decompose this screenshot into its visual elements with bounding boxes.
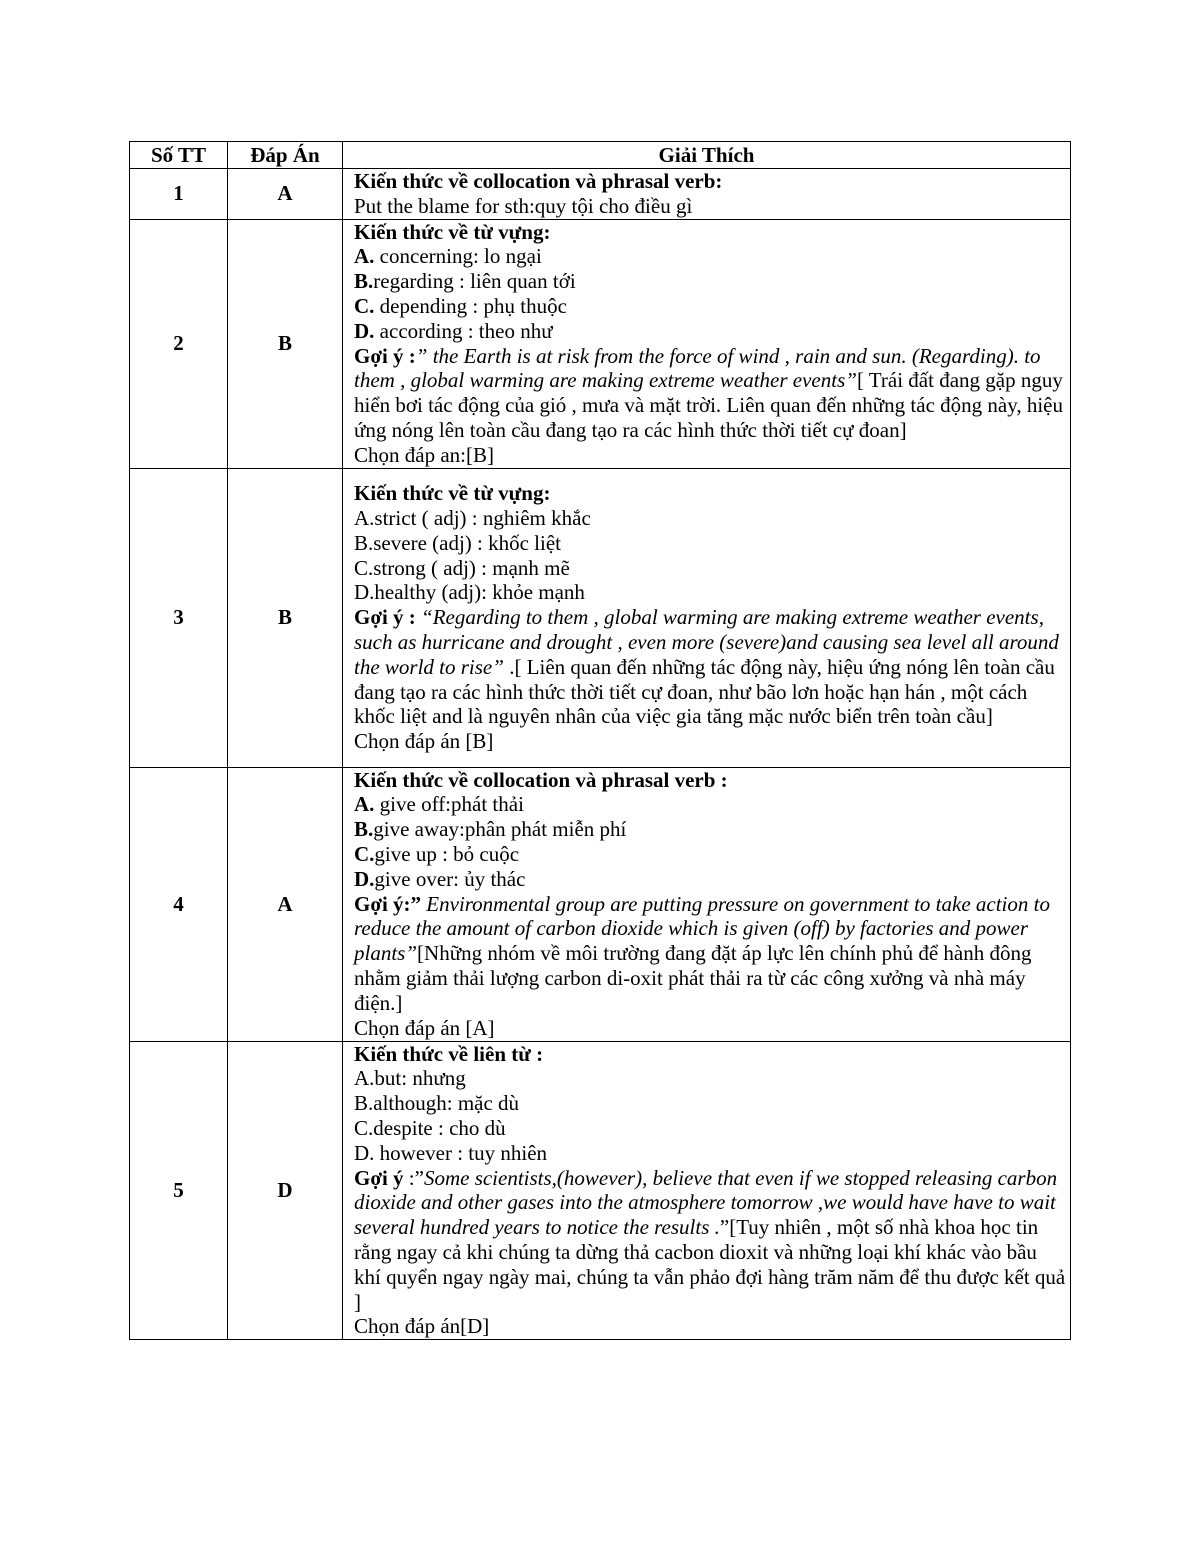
row-explanation bbox=[343, 219, 1071, 468]
row-explanation bbox=[343, 767, 1071, 1041]
row-answer: A bbox=[228, 169, 343, 220]
option-d: D. however : tuy nhiên bbox=[354, 1140, 548, 1165]
table-row bbox=[130, 169, 1071, 220]
chosen-answer: Chọn đáp an:[B] bbox=[354, 442, 494, 467]
row-answer: B bbox=[228, 468, 343, 767]
option-b: B.although: mặc dù bbox=[354, 1091, 520, 1116]
hint-translation: [ Trái đất đang gặp nguy hiển bơi tác động của gió , mưa và mặt trời. Liên quan đến những tác động này, hiệu ứng nóng lên toàn cầu đang tạo ra các hình thức thời tiết cự đoan] bbox=[354, 368, 1064, 442]
explanation-heading: Kiến thức về collocation và phrasal verb: bbox=[354, 169, 723, 193]
hint-quote: Some scientists,(however), believe that even if we stopped releasing carbon dioxide and other gases into the atmosphere tomorrow ,we would have have to wait several hundred years to notice the results . bbox=[354, 1165, 1058, 1240]
explanation-heading: Kiến thức về từ vựng: bbox=[354, 481, 551, 506]
hint-colon: :” bbox=[403, 1165, 424, 1190]
hint-paragraph bbox=[354, 1166, 1066, 1315]
header-stt: Số TT bbox=[130, 142, 228, 169]
row-number: 4 bbox=[130, 767, 228, 1041]
option-b: B.severe (adj) : khốc liệt bbox=[354, 530, 562, 555]
option-a: A.but: nhưng bbox=[354, 1066, 466, 1091]
hint-quote: ” the Earth is at risk from the force of wind , rain and sun. (Regarding). to them , global warming are making extreme weather events” bbox=[354, 343, 1041, 393]
row-explanation bbox=[343, 468, 1071, 767]
hint-translation: ”[Tuy nhiên , một số nhà khoa học tin rằng ngay cả khi chúng ta dừng thả cacbon dioxit và những loại khí khác vào bầu khí quyển ngay ngày mai, chúng ta vẫn phảo đợi hàng trăm năm để thu được kết quả ] bbox=[354, 1215, 1066, 1314]
hint-quote: “Regarding to them , global warming are making extreme weather events, such as hurricane and drought , even more (severe)and causing sea level all around the world to rise” bbox=[354, 605, 1059, 679]
explanation-heading: Kiến thức về collocation và phrasal verb : bbox=[354, 767, 728, 792]
explanation-heading: Kiến thức về liên từ : bbox=[354, 1041, 544, 1066]
row-explanation bbox=[343, 1041, 1071, 1340]
hint-paragraph bbox=[354, 605, 1066, 729]
option-c: C.despite : cho dù bbox=[354, 1115, 506, 1140]
option-d: D.give over: ủy thác bbox=[354, 866, 526, 891]
option-a: A. concerning: lo ngại bbox=[354, 244, 542, 269]
row-explanation bbox=[343, 169, 1071, 220]
explanation-heading: Kiến thức về từ vựng: bbox=[354, 219, 551, 244]
row-number: 2 bbox=[130, 219, 228, 468]
chosen-answer: Chọn đáp án[D] bbox=[354, 1314, 490, 1339]
hint-translation: [Những nhóm về môi trường đang đặt áp lực lên chính phủ để hành đông nhằm giảm thải lượng carbon di-oxit phát thải ra từ các công xưởng và nhà máy điện.] bbox=[354, 941, 1032, 1015]
hint-label: Gợi ý:” bbox=[354, 891, 422, 916]
row-number: 1 bbox=[130, 169, 228, 220]
option-b: B.give away:phân phát miễn phí bbox=[354, 817, 627, 842]
option-a: A. give off:phát thải bbox=[354, 792, 524, 817]
hint-paragraph bbox=[354, 344, 1066, 443]
chosen-answer: Chọn đáp án [A] bbox=[354, 1015, 495, 1040]
option-c: C.give up : bỏ cuộc bbox=[354, 842, 520, 867]
hint-quote: Environmental group are putting pressure on government to take action to reduce the amount of carbon dioxide which is given (off) by factories and power plants” bbox=[354, 891, 1050, 966]
row-answer: A bbox=[228, 767, 343, 1041]
option-c: C. depending : phụ thuộc bbox=[354, 293, 567, 318]
option-d: D. according : theo như bbox=[354, 318, 553, 343]
option-a: A.strict ( adj) : nghiêm khắc bbox=[354, 505, 591, 530]
hint-label: Gợi ý : bbox=[354, 343, 416, 368]
table-row bbox=[130, 767, 1071, 1041]
table-header-row bbox=[130, 142, 1071, 169]
table-row bbox=[130, 468, 1071, 767]
chosen-answer: Chọn đáp án [B] bbox=[354, 729, 494, 754]
explanation-line: Put the blame for sth:quy tội cho điều gì bbox=[354, 193, 693, 218]
table-row bbox=[130, 1041, 1071, 1340]
header-explanation: Giải Thích bbox=[343, 142, 1071, 169]
option-d: D.healthy (adj): khỏe mạnh bbox=[354, 580, 585, 605]
table-row bbox=[130, 219, 1071, 468]
hint-label: Gợi ý bbox=[354, 1165, 404, 1190]
header-answer: Đáp Án bbox=[228, 142, 343, 169]
hint-label: Gợi ý : bbox=[354, 605, 416, 630]
row-number: 5 bbox=[130, 1041, 228, 1340]
row-number: 3 bbox=[130, 468, 228, 767]
option-c: C.strong ( adj) : mạnh mẽ bbox=[354, 555, 570, 580]
hint-translation: .[ Liên quan đến những tác động này, hiệu ứng nóng lên toàn cầu đang tạo ra các hình thức thời tiết cự đoan, như bão lơn hoặc hạn hán , một cách khốc liệt and là nguyên nhân của việc gia tăng mặc nước biển trên toàn cầu] bbox=[354, 654, 1055, 729]
option-b: B.regarding : liên quan tới bbox=[354, 269, 576, 294]
row-answer: B bbox=[228, 219, 343, 468]
row-answer: D bbox=[228, 1041, 343, 1340]
hint-paragraph bbox=[354, 892, 1066, 1016]
answer-table-container bbox=[129, 141, 1070, 1340]
answer-table bbox=[129, 141, 1071, 1340]
